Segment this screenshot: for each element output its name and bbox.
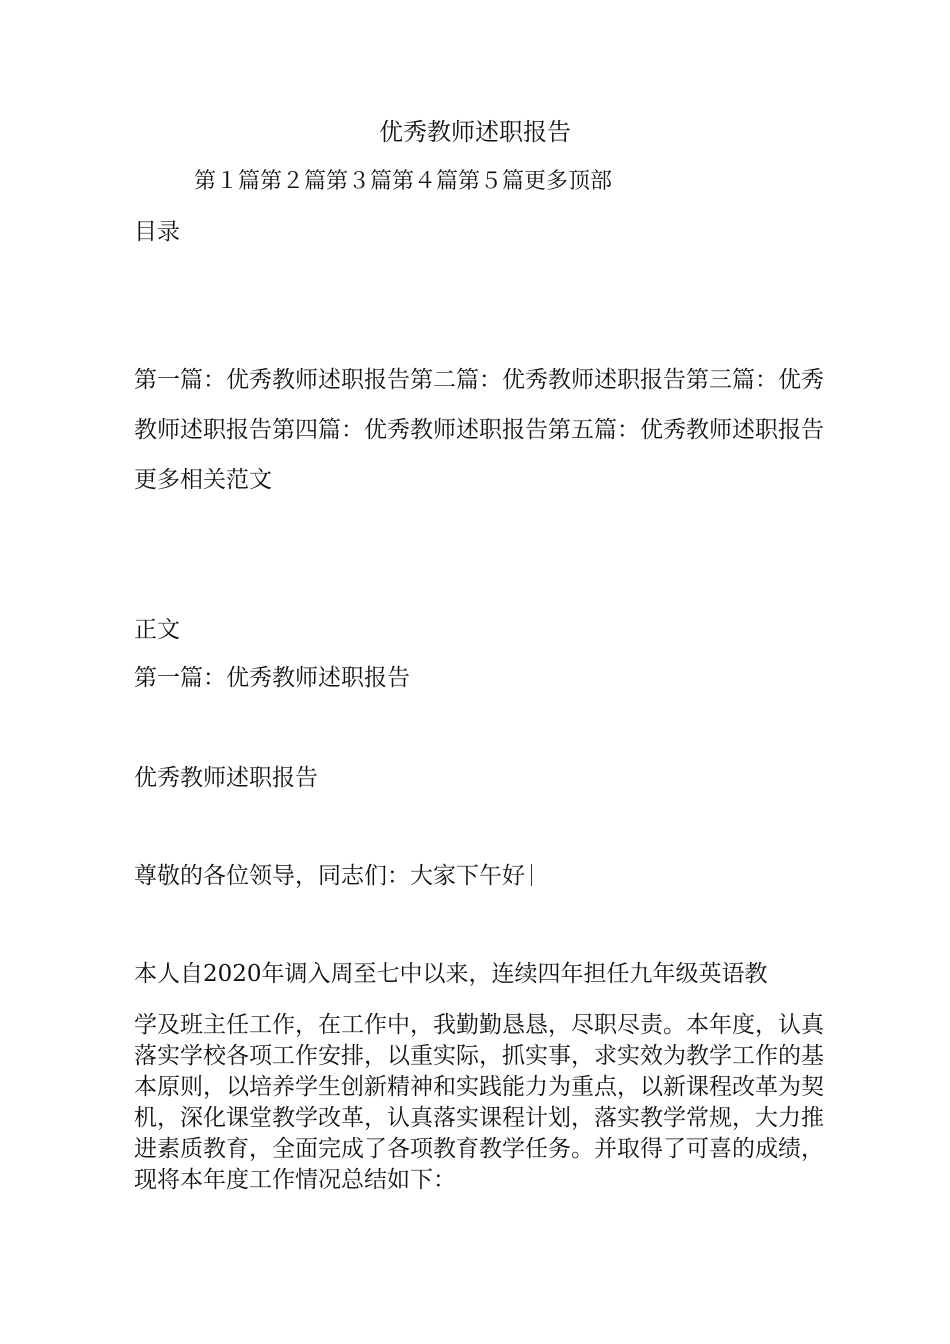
body-heading: 正文 [134,617,180,643]
toc-item-3[interactable]: 第三篇：优秀教师述职报告 [134,367,824,443]
toc-heading: 目录 [134,219,180,245]
document-nav-links[interactable]: 第１篇第２篇第３篇第４篇第５篇更多顶部 [194,169,613,194]
document-title: 优秀教师述职报告 [379,118,571,146]
body-paragraph: 学及班主任工作，在工作中，我勤勤恳恳，尽职尽责。本年度，认真落实学校各项工作安排，以重实际，抓实事，求实效为教学工作的基本原则，以培养学生创新精神和实践能力为重点，以新课程改革为契机，深化课堂教学改革，认真落实课程计划，落实教学常规，大力推进素质教育，全面完成了各项教育教学任务。并取得了可喜的成绩，现将本年度工作情况总结如下： [134,1012,824,1193]
toc-item-4[interactable]: 第四篇：优秀教师述职报告 [272,417,548,443]
toc-item-5[interactable]: 第五篇：优秀教师述职报告 [548,417,824,443]
section-heading: 第一篇：优秀教师述职报告 [134,665,410,691]
section-subtitle: 优秀教师述职报告 [134,765,318,791]
greeting-line [134,858,532,894]
text-cursor [531,864,532,886]
table-of-contents [134,355,824,505]
toc-item-2[interactable]: 第二篇：优秀教师述职报告 [410,367,686,393]
toc-item-1[interactable]: 第一篇：优秀教师述职报告 [134,367,410,393]
toc-item-more[interactable]: 更多相关范文 [134,467,272,493]
intro-line: 本人自2020年调入周至七中以来，连续四年担任九年级英语教 [134,961,768,987]
greeting-text: 尊敬的各位领导，同志们：大家下午好 [134,863,525,889]
